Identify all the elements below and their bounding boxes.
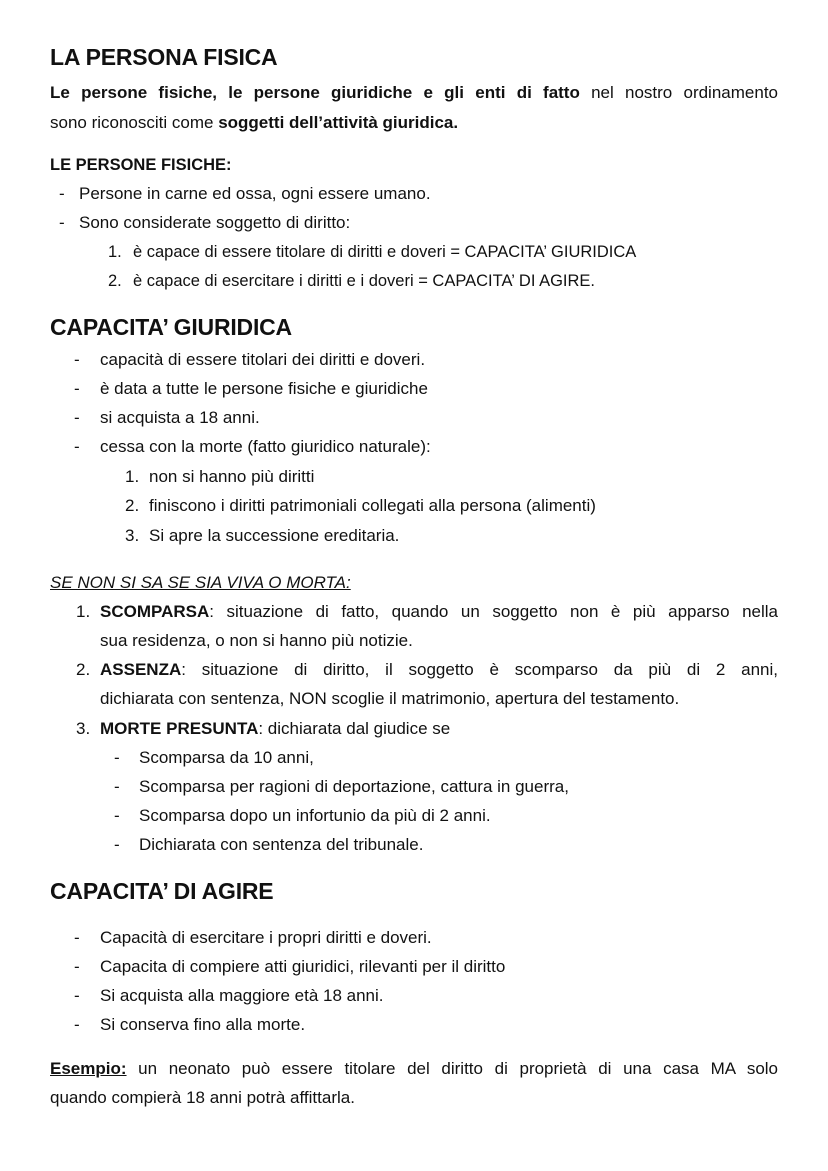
list-item: finiscono i diritti patrimoniali collegati alla persona (alimenti) bbox=[149, 496, 596, 515]
list-item: non si hanno più diritti bbox=[149, 467, 315, 486]
intro-line-1 bbox=[50, 78, 778, 107]
list-marker: - bbox=[74, 986, 80, 1005]
section-heading-viva-morta: SE NON SI SA SE SIA VIVA O MORTA: bbox=[50, 573, 351, 592]
list-marker: - bbox=[59, 184, 65, 203]
list-number: 2. bbox=[76, 660, 91, 679]
sub-list-item: Scomparsa da 10 anni, bbox=[139, 748, 314, 767]
list-marker: - bbox=[74, 957, 80, 976]
list-marker: - bbox=[74, 928, 80, 947]
list-item-morte-presunta bbox=[100, 714, 450, 743]
list-number: 2. bbox=[108, 272, 122, 290]
intro-line-2 bbox=[50, 108, 458, 137]
list-number: 1. bbox=[125, 467, 140, 486]
list-marker: - bbox=[74, 350, 80, 369]
list-item: capacità di essere titolari dei diritti e doveri. bbox=[100, 350, 426, 369]
list-marker: - bbox=[114, 806, 120, 825]
list-item-continuation: sua residenza, o non si hanno più notizie. bbox=[100, 631, 413, 650]
list-item: si acquista a 18 anni. bbox=[100, 408, 260, 427]
term-scomparsa: SCOMPARSA bbox=[100, 602, 210, 621]
list-marker: - bbox=[114, 748, 120, 767]
list-item-assenza bbox=[100, 655, 778, 684]
list-number: 3. bbox=[76, 719, 91, 738]
list-item: Si apre la successione ereditaria. bbox=[149, 526, 400, 545]
list-item: è capace di esercitare i diritti e i doveri = CAPACITA’ DI AGIRE. bbox=[133, 272, 596, 290]
intro-rest-1: nel nostro ordinamento bbox=[579, 83, 778, 102]
list-marker: - bbox=[74, 437, 80, 456]
section-heading-capacita-giuridica: CAPACITA’ GIURIDICA bbox=[50, 314, 292, 340]
list-marker: - bbox=[74, 1015, 80, 1034]
intro-bold-1: Le persone fisiche, le persone giuridiche e gli enti di fatto bbox=[50, 83, 580, 102]
item-text: : situazione di diritto, il soggetto è scomparso da più di 2 anni, bbox=[181, 660, 778, 679]
list-marker: - bbox=[114, 835, 120, 854]
list-item-scomparsa bbox=[100, 597, 778, 626]
sub-list-item: Scomparsa dopo un infortunio da più di 2 anni. bbox=[139, 806, 491, 825]
item-text: : situazione di fatto, quando un soggetto non è più apparso nella bbox=[209, 602, 778, 621]
list-item: Sono considerate soggetto di diritto: bbox=[79, 213, 351, 232]
list-item: Si acquista alla maggiore età 18 anni. bbox=[100, 986, 384, 1005]
list-number: 1. bbox=[108, 243, 122, 261]
section-heading-capacita-agire: CAPACITA’ DI AGIRE bbox=[50, 878, 274, 904]
list-item: Capacita di compiere atti giuridici, rilevanti per il diritto bbox=[100, 957, 506, 976]
list-marker: - bbox=[74, 379, 80, 398]
page-title: LA PERSONA FISICA bbox=[50, 44, 278, 70]
list-number: 2. bbox=[125, 496, 140, 515]
list-item: cessa con la morte (fatto giuridico naturale): bbox=[100, 437, 431, 456]
sub-list-item: Scomparsa per ragioni di deportazione, cattura in guerra, bbox=[139, 777, 569, 796]
term-morte-presunta: MORTE PRESUNTA bbox=[100, 719, 259, 738]
intro-text-2: sono riconosciti come bbox=[50, 113, 219, 132]
list-item: Si conserva fino alla morte. bbox=[100, 1015, 306, 1034]
example-line-1 bbox=[50, 1054, 778, 1083]
list-number: 1. bbox=[76, 602, 91, 621]
list-item: Persone in carne ed ossa, ogni essere umano. bbox=[79, 184, 431, 203]
example-label: Esempio: bbox=[50, 1059, 127, 1078]
example-line-2: quando compierà 18 anni potrà affittarla. bbox=[50, 1088, 355, 1107]
list-item: Capacità di esercitare i propri diritti e doveri. bbox=[100, 928, 432, 947]
list-item-continuation: dichiarata con sentenza, NON scoglie il matrimonio, apertura del testamento. bbox=[100, 689, 680, 708]
item-text: : dichiarata dal giudice se bbox=[258, 719, 451, 738]
list-marker: - bbox=[74, 408, 80, 427]
example-text: un neonato può essere titolare del diritto di proprietà di una casa MA solo bbox=[126, 1059, 778, 1078]
list-marker: - bbox=[59, 213, 65, 232]
intro-bold-2: soggetti dell’attività giuridica. bbox=[218, 113, 459, 132]
term-assenza: ASSENZA bbox=[100, 660, 182, 679]
sub-list-item: Dichiarata con sentenza del tribunale. bbox=[139, 835, 424, 854]
list-marker: - bbox=[114, 777, 120, 796]
list-number: 3. bbox=[125, 526, 140, 545]
section-heading-persone-fisiche: LE PERSONE FISICHE: bbox=[50, 156, 232, 174]
list-item: è data a tutte le persone fisiche e giuridiche bbox=[100, 379, 428, 398]
list-item: è capace di essere titolare di diritti e doveri = CAPACITA’ GIURIDICA bbox=[133, 243, 637, 261]
